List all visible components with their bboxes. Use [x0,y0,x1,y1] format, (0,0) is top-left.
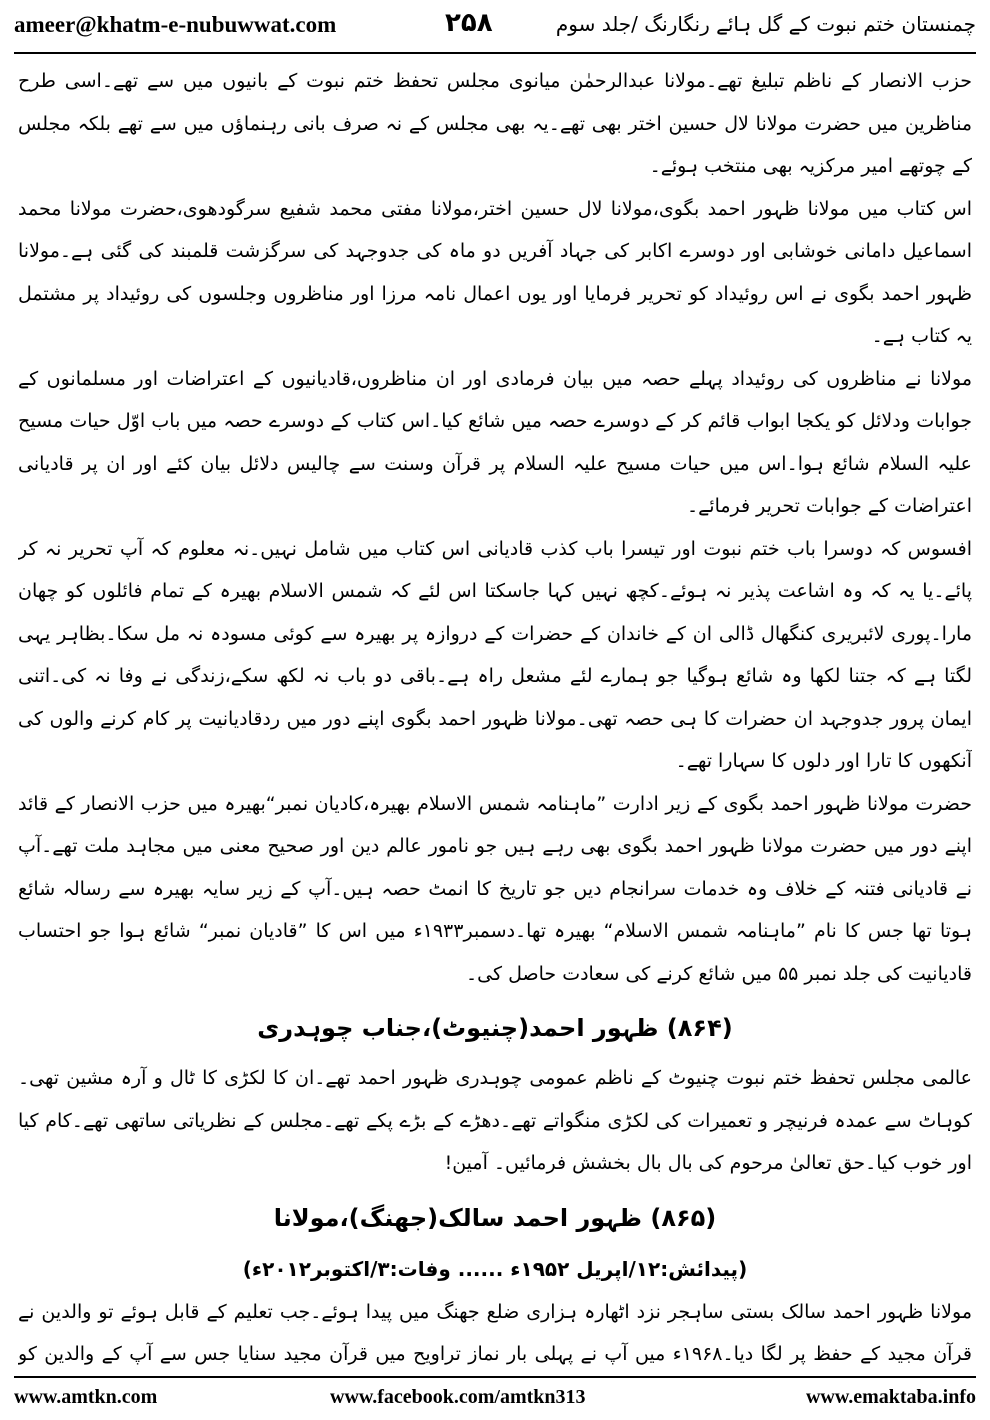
paragraph: مولانا نے مناظروں کی روئیداد پہلے حصہ میں بیان فرمادی اور ان مناظروں،قادیانیوں کے اعتراضات اور مسلمانوں کے جوابات ودلائل کو یکجا ابواب قائم کر کے دوسرے حصہ میں شائع کیا۔اس کتاب کے دوسرے حصہ میں باب اوّل حیات مسیح علیہ السلام شائع ہوا۔اس میں حیات مسیح علیہ السلام پر قرآن وسنت سے چالیس دلائل بیان کئے اور ان پر قادیانی اعتراضات کے جوابات تحریر فرمائے۔ [18,367,972,517]
paragraph: حضرت مولانا ظہور احمد بگوی کے زیر ادارت ”ماہنامہ شمس الاسلام بھیرہ،کادیان نمبر“بھیرہ میں حزب الانصار کے قائد اپنے دور میں حضرت مولانا ظہور احمد بگوی بھی رہے ہیں جو نامور عالم دین اور صحیح معنی میں مجاہد ملت تھے۔آپ نے قادیانی فتنہ کے خلاف وہ خدمات سرانجام دیں جو تاریخ کا انمٹ حصہ ہیں۔آپ کے زیر سایہ بھیرہ سے رسالہ شائع ہوتا تھا جس کا نام ”ماہنامہ شمس الاسلام“ بھیرہ تھا۔دسمبر۱۹۳۳ء میں اس کا ”قادیان نمبر“ شائع ہوا جو احتساب قادیانیت کی جلد نمبر ۵۵ میں شائع کرنے کی سعادت حاصل کی۔ [18,792,972,985]
paragraph: عالمی مجلس تحفظ ختم نبوت چنیوٹ کے ناظم عمومی چوہدری ظہور احمد تھے۔ان کا لکڑی کا ٹال و آرہ مشین تھی۔کوہاٹ سے عمدہ فرنیچر و تعمیرات کی لکڑی منگواتے تھے۔دھڑے کے بڑے پکے تھے۔مجلس کے نظریاتی ساتھی تھے۔کام کیا اور خوب کیا۔حق تعالیٰ مرحوم کی بال بال بخشش فرمائیں۔ آمین! [18,1067,972,1174]
page-header [0,0,990,52]
page-number: ۲۵۸ [445,8,493,38]
footer-divider [14,1376,976,1378]
paragraph: حزب الانصار کے ناظم تبلیغ تھے۔مولانا عبدالرحمٰن میانوی مجلس تحفظ ختم نبوت کے بانیوں میں سے تھے۔اسی طرح مناظرین میں حضرت مولانا لال حسین اختر بھی تھے۔یہ بھی مجلس کے نہ صرف بانی رہنماؤں میں سے تھے بلکہ مجلس کے چوتھے امیر مرکزیہ بھی منتخب ہوئے۔ [18,70,972,177]
paragraph: اس کتاب میں مولانا ظہور احمد بگوی،مولانا لال حسین اختر،مولانا مفتی محمد شفیع سرگودھوی،حضرت مولانا محمد اسماعیل دامانی خوشابی اور دوسرے اکابر کی جہاد آفریں دو ماہ کی جدوجہد کی سرگزشت قلمبند کی گئی ہے۔مولانا ظہور احمد بگوی نے اس روئیداد کو تحریر فرمایا اور یوں اعمال نامہ مرزا اور مناظروں وجلسوں کی روئیداد پر مشتمل یہ کتاب ہے۔ [18,197,972,347]
page-footer [0,1384,990,1414]
footer-link-facebook[interactable]: www.facebook.com/amtkn313 [330,1386,586,1408]
section-heading-864: (۸۶۴) ظہور احمد(چنیوٹ)،جناب چوہدری [257,1014,733,1042]
header-email: ameer@khatm-e-nubuwwat.com [14,12,337,37]
paragraph: مولانا ظہور احمد سالک بستی ساہجر نزد اٹھارہ ہزاری ضلع جھنگ میں پیدا ہوئے۔جب تعلیم کے قابل ہوئے تو والدین نے قرآن مجید کے حفظ پر لگا دیا۔۱۹۶۸ء میں آپ نے پہلی بار نماز تراویح میں قرآن مجید سنایا جس سے آپ کے والدین کو [18,1300,972,1365]
header-divider [14,52,976,54]
section-dates: (پیدائش:۱۲/اپریل ۱۹۵۲ء ...... وفات:۳/اکتوبر۲۰۱۲ء) [242,1256,748,1281]
footer-link-emaktaba[interactable]: www.emaktaba.info [805,1386,976,1408]
paragraph: افسوس کہ دوسرا باب ختم نبوت اور تیسرا باب کذب قادیانی اس کتاب میں شامل نہیں۔نہ معلوم کہ آپ تحریر نہ کر پائے۔یا یہ کہ وہ اشاعت پذیر نہ ہوئے۔کچھ نہیں کہا جاسکتا اس لئے کہ شمس الاسلام بھیرہ کے تمام فائلوں کو چھان مارا۔پوری لائبریری کنگھال ڈالی ان کے خاندان کے حضرات کے دروازہ پر بھیرہ سے کوئی مسودہ نہ مل سکا۔بظاہر یہی لگتا ہے کہ جتنا لکھا وہ شائع ہوگیا جو ہمارے لئے مشعل راہ ہے۔باقی دو باب نہ لکھ سکے،زندگی نے وفا نہ کی۔اتنی ایمان پرور جدوجہد ان حضرات کا ہی حصہ تھی۔مولانا ظہور احمد بگوی اپنے دور میں ردقادیانیت پر کام کرنے والوں کی آنکھوں کا تارا اور دلوں کا سہارا تھے۔ [18,537,972,772]
section-heading-865: (۸۶۵) ظہور احمد سالک(جھنگ)،مولانا [273,1203,717,1232]
footer-link-amtkn[interactable]: www.amtkn.com [14,1386,158,1408]
page-body [18,60,972,1368]
book-title: چمنستان ختم نبوت کے گل ہائے رنگارنگ /جلد سوم [555,12,976,36]
